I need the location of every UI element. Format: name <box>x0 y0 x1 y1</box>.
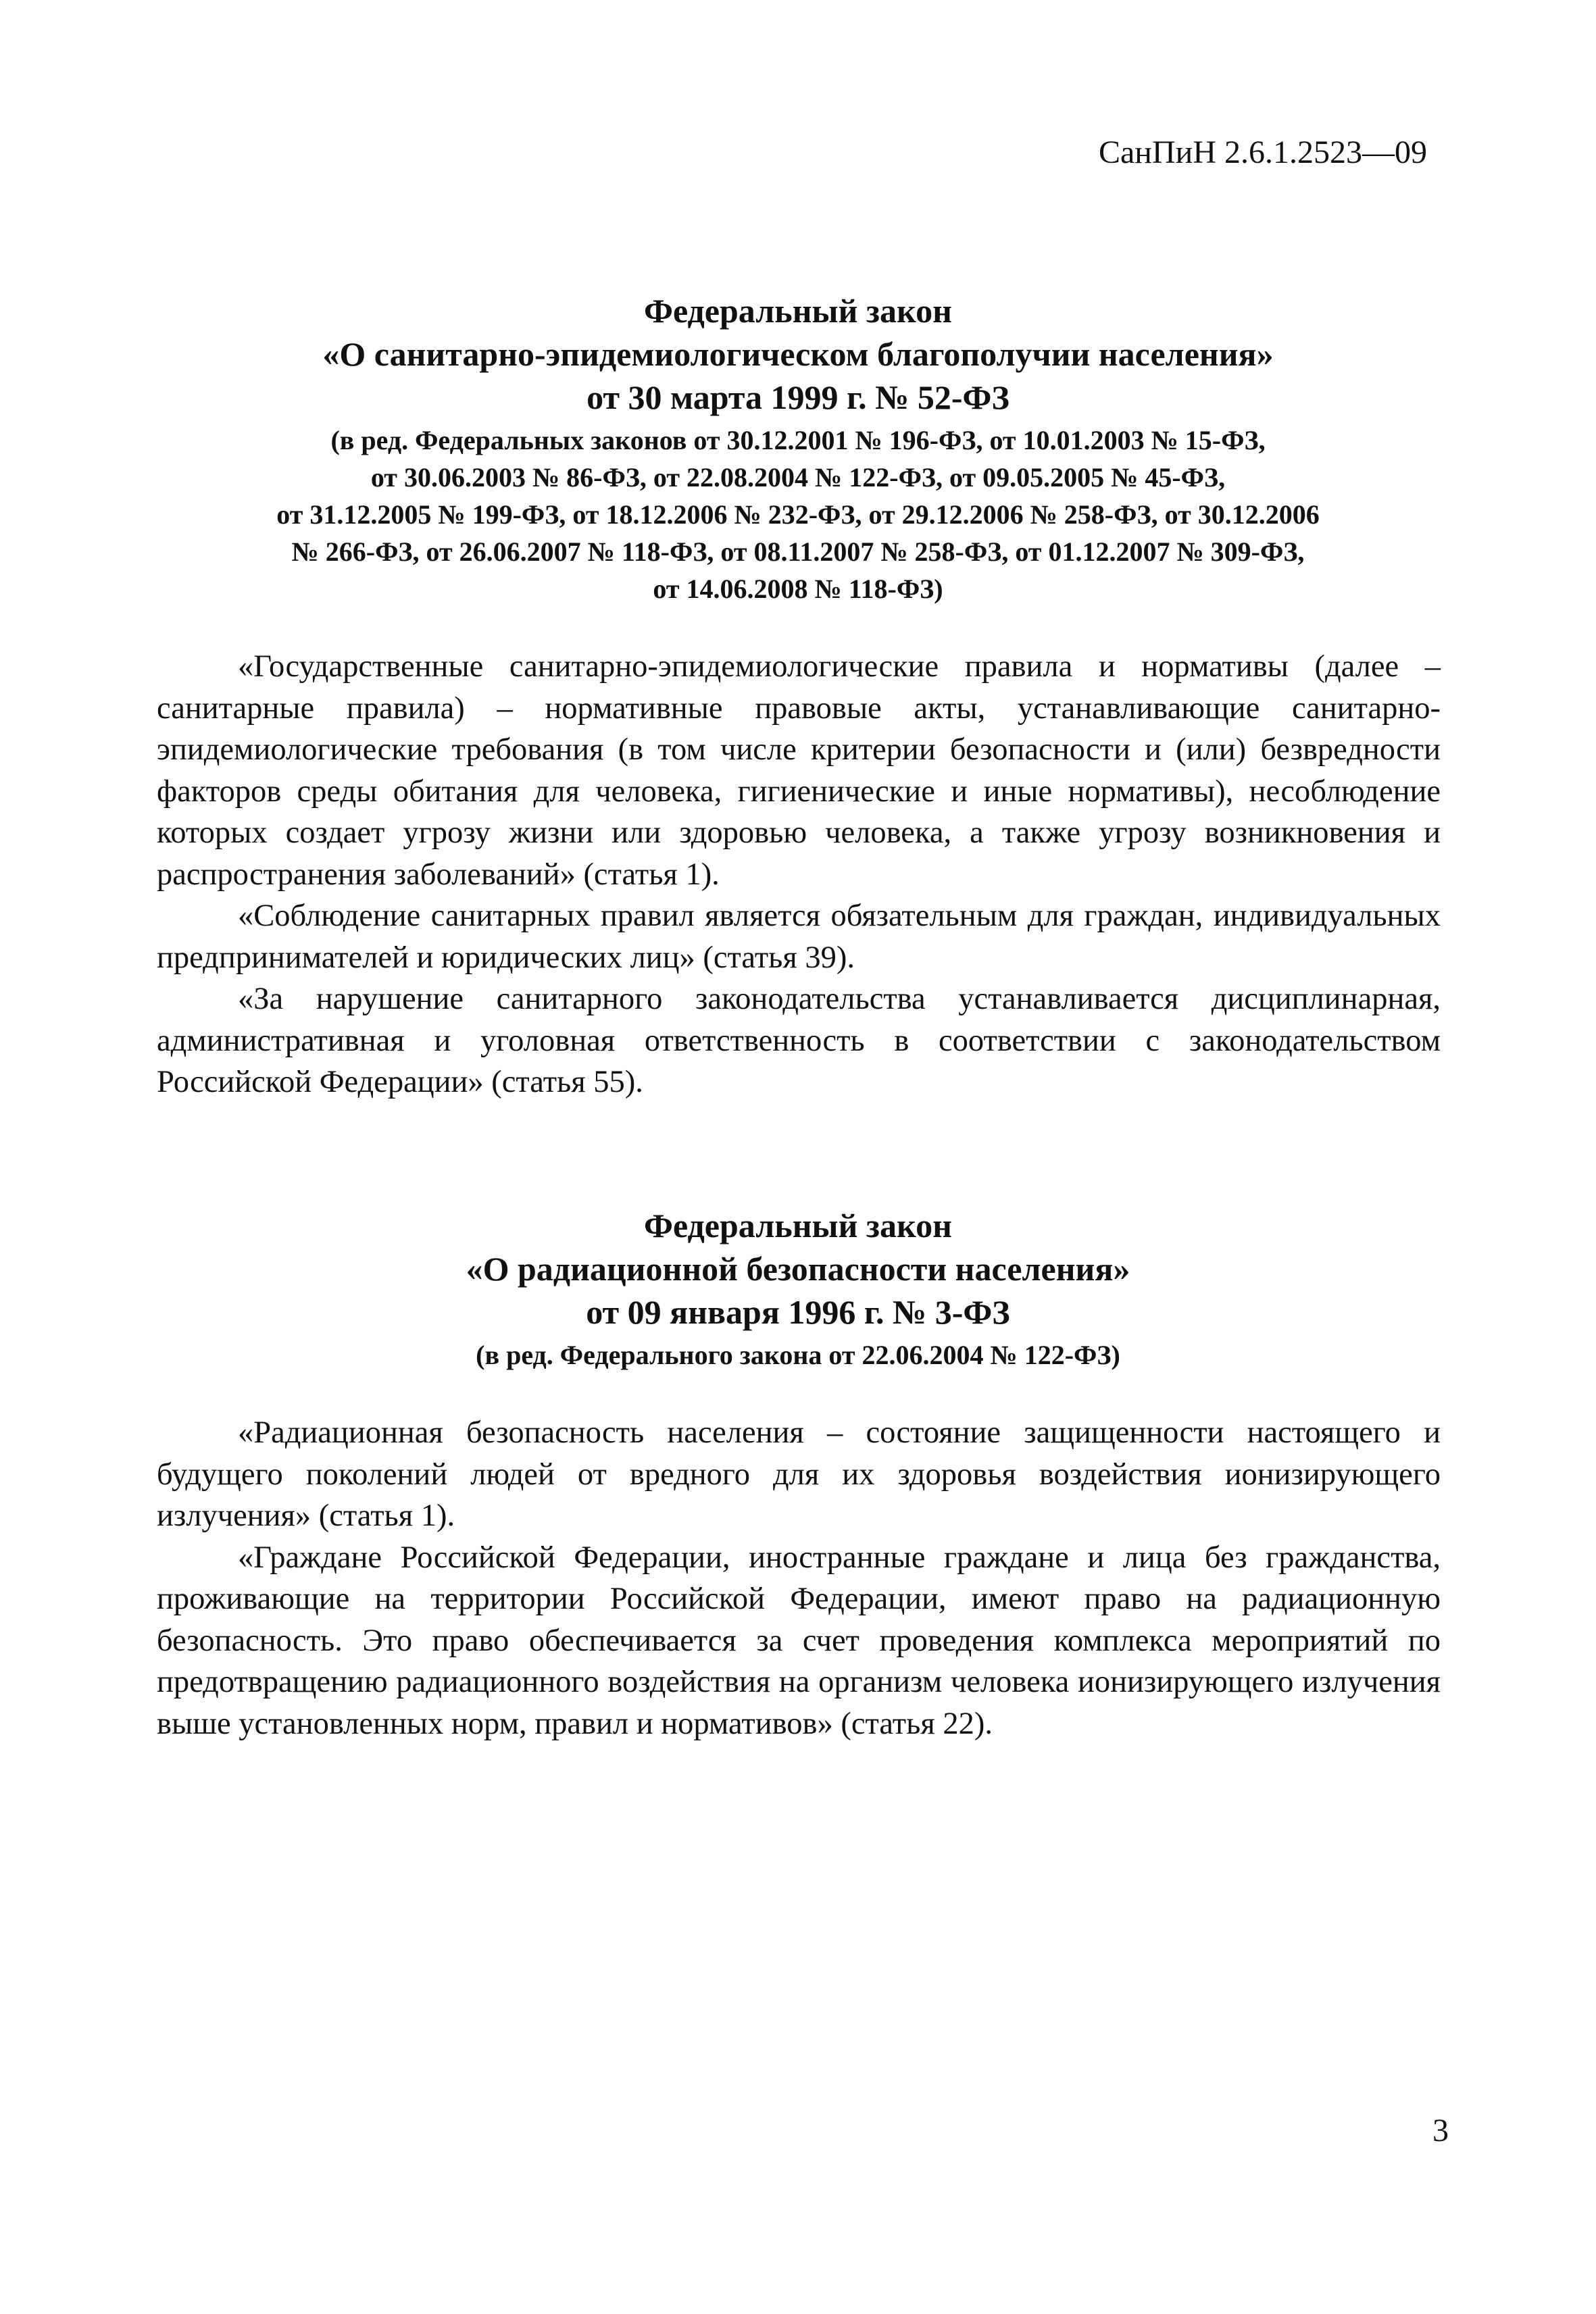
law2-body <box>157 1412 1441 1744</box>
law2-paragraph: «Радиационная безопасность населения – состояние защищенности настоящего и будущего поколений людей от вредного для их здоровья воздействия ионизирующего излучения» (статья 1). <box>157 1415 1441 1533</box>
law1-edition-line: (в ред. Федеральных законов от 30.12.2001 № 196-ФЗ, от 10.01.2003 № 15-ФЗ, <box>330 425 1266 455</box>
law1-edition-line: от 14.06.2008 № 118-ФЗ) <box>653 574 943 604</box>
law1-date: от 30 марта 1999 г. № 52-ФЗ <box>587 378 1009 416</box>
law2-title: «О радиационной безопасности населения» <box>466 1250 1130 1288</box>
law1-paragraph: «За нарушение санитарного законодательства устанавливается дисциплинарная, административная и уголовная ответственность в соответствии с законодательством Российской Федерации» (статья 55). <box>157 982 1441 1099</box>
law1-heading <box>169 289 1427 607</box>
law2-date: от 09 января 1996 г. № 3-ФЗ <box>586 1293 1010 1331</box>
law1-type: Федеральный закон <box>644 292 952 330</box>
law1-edition-line: № 266-ФЗ, от 26.06.2007 № 118-ФЗ, от 08.11.2007 № 258-ФЗ, от 01.12.2007 № 309-ФЗ, <box>291 536 1305 567</box>
law2-edition-line: (в ред. Федерального закона от 22.06.2004 № 122-ФЗ) <box>476 1340 1120 1370</box>
law1-edition-line: от 30.06.2003 № 86-ФЗ, от 22.08.2004 № 122-ФЗ, от 09.05.2005 № 45-ФЗ, <box>370 462 1226 493</box>
law1-editions <box>169 422 1427 607</box>
law1-title: «О санитарно-эпидемиологическом благополучии населения» <box>322 335 1274 373</box>
law1-paragraph: «Соблюдение санитарных правил является обязательным для граждан, индивидуальных предпринимателей и юридических лиц» (статья 39). <box>157 899 1441 975</box>
law2-paragraph: «Граждане Российской Федерации, иностранные граждане и лица без гражданства, проживающие на территории Российской Федерации, имеют право на радиационную безопасность. Это право обеспечивается за счет проведения комплекса мероприятий по предотвращению радиационного воздействия на организм человека ионизирующего излучения выше установленных норм, правил и нормативов» (статья 22). <box>157 1540 1441 1741</box>
document-code: СанПиН 2.6.1.2523—09 <box>1098 134 1427 170</box>
law1-edition-line: от 31.12.2005 № 199-ФЗ, от 18.12.2006 № 232-ФЗ, от 29.12.2006 № 258-ФЗ, от 30.12.2006 <box>276 499 1320 530</box>
law2-heading <box>169 1204 1427 1374</box>
law2-editions <box>169 1336 1427 1374</box>
law2-type: Федеральный закон <box>644 1207 952 1244</box>
page-number: 3 <box>1432 2113 1449 2148</box>
law1-body <box>157 646 1441 1103</box>
law1-paragraph: «Государственные санитарно-эпидемиологические правила и нормативы (далее – санитарные правила) – нормативные правовые акты, устанавливающие санитарно-эпидемиологические требования (в том числе критерии безопасности и (или) безвредности факторов среды обитания для человека, гигиенические и иные нормативы), несоблюдение которых создает угрозу жизни или здоровью человека, а также угрозу возникновения и распространения заболеваний» (статья 1). <box>157 649 1441 892</box>
